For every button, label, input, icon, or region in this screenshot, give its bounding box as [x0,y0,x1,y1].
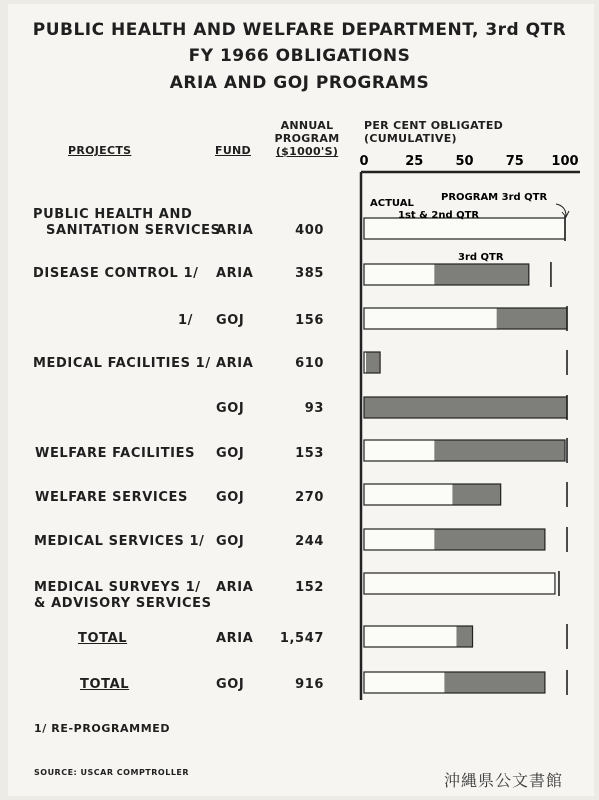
project-label-line: SANITATION SERVICES [46,223,221,238]
fund-label: ARIA [216,266,254,281]
bar-3rd-qtr [452,484,500,505]
fund-label: GOJ [216,490,245,505]
legend-3rd-qtr-label: 3rd QTR [458,252,504,263]
bar-actual-1st-2nd-qtr [364,672,444,693]
annual-program-amount: 244 [295,534,324,549]
project-label-line: MEDICAL SURVEYS 1/ [34,580,201,595]
x-tick-label: 25 [405,154,424,169]
fund-label: GOJ [216,677,245,692]
project-label-line: PUBLIC HEALTH AND [33,207,193,222]
annual-program-amount: 385 [295,266,324,281]
project-label-line: MEDICAL SERVICES 1/ [34,534,205,549]
annual-program-amount: 400 [295,223,324,238]
bar-3rd-qtr [366,352,380,373]
projects-header: PROJECTS [68,144,132,157]
annual-program-amount: 156 [295,313,324,328]
annual-program-amount: 1,547 [279,631,324,646]
annual-program-header-line2: PROGRAM [274,132,340,145]
project-label-line: WELFARE SERVICES [35,490,188,505]
bar-actual-1st-2nd-qtr [364,484,452,505]
fund-label: ARIA [216,580,254,595]
fund-label: GOJ [216,313,245,328]
x-tick-label: 100 [551,154,579,169]
legend-program-label: PROGRAM 3rd QTR [441,192,548,203]
fund-label: ARIA [216,356,254,371]
chart-title: PUBLIC HEALTH AND WELFARE DEPARTMENT, 3rd QTR [32,20,567,40]
bar-actual-1st-2nd-qtr [364,626,456,647]
bar-3rd-qtr [456,626,472,647]
x-tick-label: 0 [359,154,369,169]
project-label-line: & ADVISORY SERVICES [34,596,212,611]
bar-actual-1st-2nd-qtr [364,264,434,285]
bar-actual-1st-2nd-qtr [364,440,434,461]
bar-actual-1st-2nd-qtr [364,218,565,239]
annual-program-amount: 152 [295,580,324,595]
bar-3rd-qtr [364,397,567,418]
annual-program-amount: 153 [295,446,324,461]
legend-arrow [556,204,569,217]
legend-actual-label-line2: 1st & 2nd QTR [398,210,480,221]
fund-label: GOJ [216,446,245,461]
x-axis-label: PER CENT OBLIGATED (CUMULATIVE) [364,119,504,145]
bar-actual-1st-2nd-qtr [364,308,497,329]
x-tick-labels [359,154,578,169]
bars [364,216,567,695]
project-label-line: WELFARE FACILITIES [35,446,196,461]
bar-actual-1st-2nd-qtr [364,573,555,594]
project-label-line: 1/ [178,313,193,328]
bar-3rd-qtr [434,529,545,550]
footnote: 1/ RE-PROGRAMMED [34,722,171,735]
chart-subtitle-1: FY 1966 OBLIGATIONS [188,46,411,66]
annual-program-amount: 916 [295,677,324,692]
bar-actual-1st-2nd-qtr [364,529,434,550]
bar-3rd-qtr [434,440,565,461]
archive-stamp: 沖縄県公文書館 [444,771,564,790]
project-label-line: MEDICAL FACILITIES 1/ [33,356,211,371]
annual-program-header-line1: ANNUAL [280,119,334,132]
source-note: SOURCE: USCAR COMPTROLLER [34,768,190,777]
fund-label: GOJ [216,401,245,416]
bar-3rd-qtr [434,264,528,285]
x-tick-label: 50 [455,154,474,169]
bar-3rd-qtr [497,308,567,329]
fund-label: GOJ [216,534,245,549]
annual-program-amount: 93 [304,401,324,416]
project-label-line: TOTAL [80,677,130,692]
fund-label: ARIA [216,631,254,646]
bar-3rd-qtr [444,672,545,693]
chart-subtitle-2: ARIA AND GOJ PROGRAMS [169,73,430,93]
project-label-line: DISEASE CONTROL 1/ [33,266,199,281]
project-label-line: TOTAL [78,631,128,646]
fund-label: ARIA [216,223,254,238]
legend-actual-label: ACTUAL [370,198,414,209]
x-tick-label: 75 [505,154,524,169]
annual-program-amount: 610 [295,356,324,371]
annual-program-amount: 270 [295,490,324,505]
annual-program-header-line3: ($1000'S) [275,145,339,158]
fund-header: FUND [215,144,251,157]
